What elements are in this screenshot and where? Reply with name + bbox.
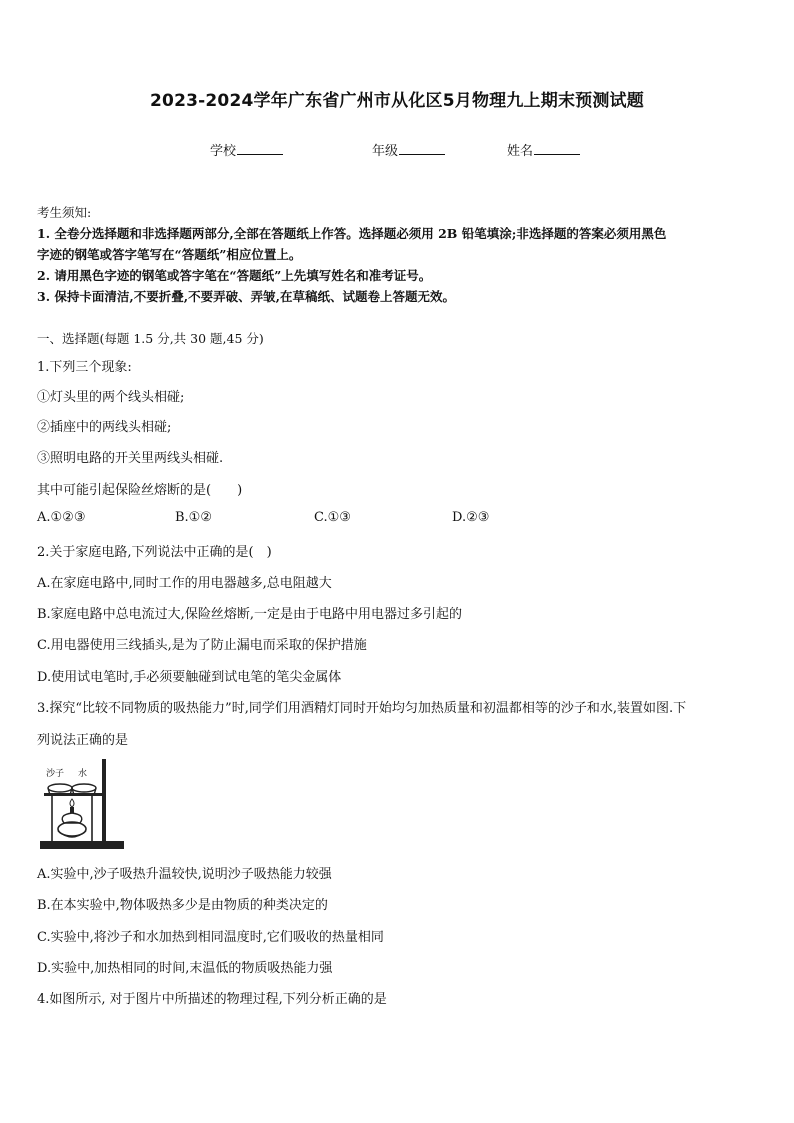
section-heading: 一、选择题(每题 1.5 分,共 30 题,45 分) [37,331,264,346]
figure-label-water: 水 [78,769,88,779]
q1-item-3: ③照明电路的开关里两线头相碰. [37,451,224,466]
q2-option-d[interactable]: D.使用试电笔时,手必须要触碰到试电笔的笔尖金属体 [37,670,342,685]
q1-item-2: ②插座中的两线头相碰; [37,420,172,435]
q3-option-a[interactable]: A.实验中,沙子吸热升温较快,说明沙子吸热能力较强 [37,867,332,882]
notice-item-2: 2. 请用黑色字迹的钢笔或答字笔在“答题纸”上先填写姓名和准考证号。 [37,268,432,283]
q3-option-c[interactable]: C.实验中,将沙子和水加热到相同温度时,它们吸收的热量相同 [37,930,384,945]
school-blank[interactable] [237,142,283,155]
q1-option-a[interactable]: A.①②③ [37,510,86,525]
q3-option-d[interactable]: D.实验中,加热相同的时间,末温低的物质吸热能力强 [37,961,333,976]
name-label: 姓名 [507,144,534,159]
school-field[interactable] [210,140,283,159]
q3-option-b[interactable]: B.在本实验中,物体吸热多少是由物质的种类决定的 [37,898,328,913]
q2-stem: 2.关于家庭电路,下列说法中正确的是( ) [37,545,272,560]
q1-option-b[interactable]: B.①② [175,510,212,525]
q2-option-b[interactable]: B.家庭电路中总电流过大,保险丝熔断,一定是由于电路中用电器过多引起的 [37,607,462,622]
notice-item-1a: 1. 全卷分选择题和非选择题两部分,全部在答题纸上作答。选择题必须用 2B 铅笔填涂;非选择题的答案必须用黑色 [37,226,667,241]
q1-option-d[interactable]: D.②③ [452,510,490,525]
q3-stem-line-1: 3.探究“比较不同物质的吸热能力”时,同学们用酒精灯同时开始均匀加热质量和初温都相等的沙子和水,装置如图.下 [37,701,687,716]
name-field[interactable] [507,140,580,159]
q1-options [37,510,757,528]
figure-label-sand: 沙子 [46,769,65,779]
q1-item-1: ①灯头里的两个线头相碰; [37,390,185,405]
grade-label: 年级 [372,144,399,159]
q1-option-c[interactable]: C.①③ [314,510,351,525]
notice-item-3: 3. 保持卡面清洁,不要折叠,不要弄破、弄皱,在草稿纸、试题卷上答题无效。 [37,289,455,304]
q3-stem-line-2: 列说法正确的是 [37,733,129,748]
grade-field[interactable] [372,140,445,159]
q4-stem: 4.如图所示, 对于图片中所描述的物理过程,下列分析正确的是 [37,992,387,1007]
q2-option-c[interactable]: C.用电器使用三线插头,是为了防止漏电而采取的保护措施 [37,638,367,653]
q2-option-a[interactable]: A.在家庭电路中,同时工作的用电器越多,总电阻越大 [37,576,332,591]
q1-question: 其中可能引起保险丝熔断的是( ) [37,483,243,498]
exam-title: 2023-2024学年广东省广州市从化区5月物理九上期末预测试题 [150,91,644,111]
grade-blank[interactable] [399,142,445,155]
name-blank[interactable] [534,142,580,155]
school-label: 学校 [210,144,237,159]
heating-apparatus-figure [38,757,126,852]
notice-heading: 考生须知: [37,205,92,220]
notice-item-1b: 字迹的钢笔或答字笔写在“答题纸”相应位置上。 [37,247,302,262]
q1-stem: 1.下列三个现象: [37,360,132,375]
